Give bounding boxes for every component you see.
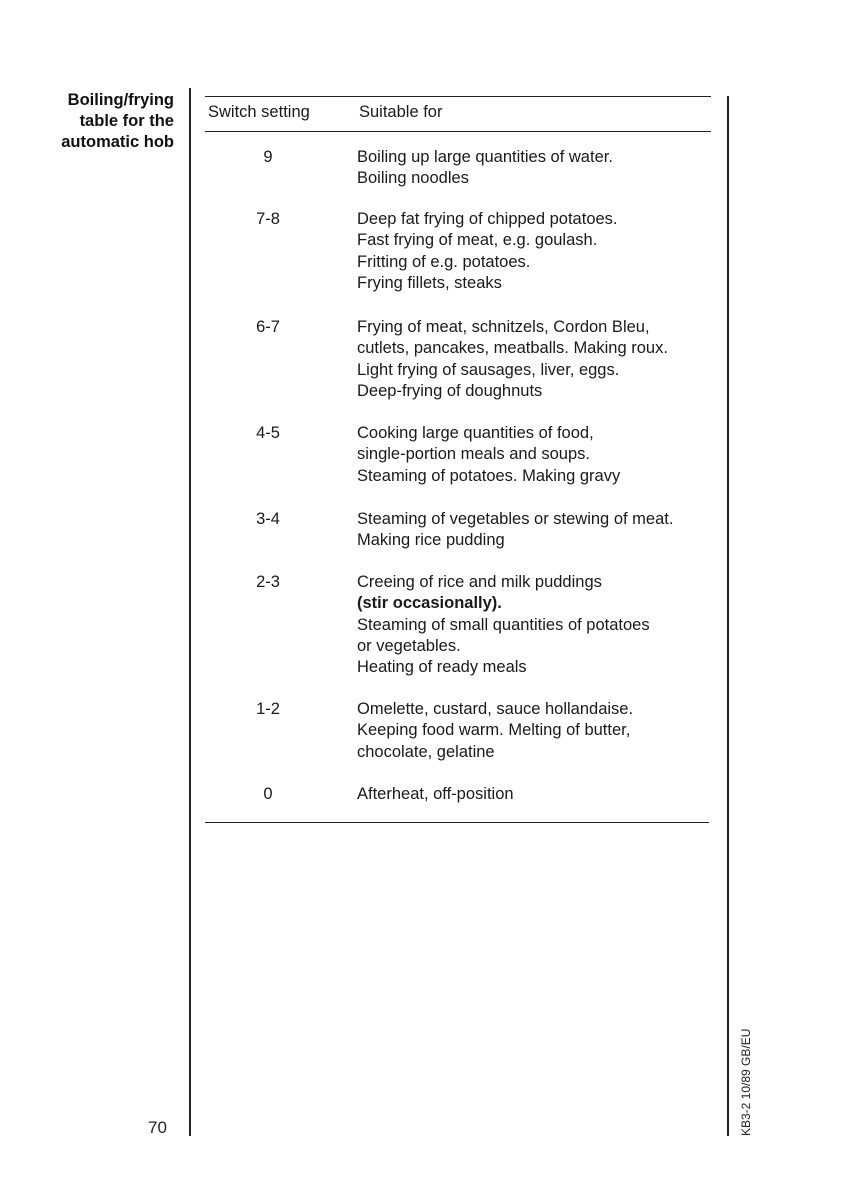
suitable-for-line: Fast frying of meat, e.g. goulash. <box>357 231 598 250</box>
suitable-for-line: Afterheat, off-position <box>357 785 514 803</box>
suitable-for-line: Keeping food warm. Melting of butter, <box>357 721 631 740</box>
suitable-for-text <box>357 509 717 552</box>
header-suitable-for: Suitable for <box>359 103 443 121</box>
suitable-for-text <box>357 209 717 294</box>
suitable-for-line: Light frying of sausages, liver, eggs. <box>357 360 620 379</box>
section-title-line: automatic hob <box>61 133 174 151</box>
suitable-for-line: Boiling up large quantities of water. <box>357 148 613 166</box>
section-title-line: table for the <box>79 112 174 130</box>
suitable-for-line: Frying of meat, schnitzels, Cordon Bleu, <box>357 318 650 336</box>
suitable-for-text <box>357 317 717 402</box>
table-header-rule <box>205 131 711 132</box>
suitable-for-line: Making rice pudding <box>357 531 505 550</box>
suitable-for-line: Fritting of e.g. potatoes. <box>357 252 531 271</box>
right-margin-rule <box>727 96 729 1136</box>
suitable-for-line: or vegetables. <box>357 636 461 655</box>
switch-setting-value: 0 <box>263 785 273 803</box>
section-title <box>14 90 174 153</box>
suitable-for-line: Steaming of small quantities of potatoes <box>357 615 650 634</box>
suitable-for-text <box>357 423 717 487</box>
section-title-line: Boiling/frying <box>67 91 174 109</box>
suitable-for-line: single-portion meals and soups. <box>357 445 590 464</box>
suitable-for-line: cutlets, pancakes, meatballs. Making roux. <box>357 339 668 358</box>
suitable-for-line: Creeing of rice and milk puddings <box>357 573 602 591</box>
switch-setting-value: 6-7 <box>256 318 280 336</box>
switch-setting-value: 9 <box>263 148 273 166</box>
suitable-for-line: Steaming of potatoes. Making gravy <box>357 466 621 485</box>
suitable-for-line: Boiling noodles <box>357 169 469 188</box>
suitable-for-line: Steaming of vegetables or stewing of meat. <box>357 510 674 528</box>
switch-setting-value: 2-3 <box>256 573 280 591</box>
left-margin-rule <box>189 88 191 1136</box>
table-bottom-rule <box>205 822 709 823</box>
document-code: KB3-2 10/89 GB/EU <box>739 1028 753 1136</box>
suitable-for-text <box>357 784 717 805</box>
suitable-for-text <box>357 699 717 763</box>
suitable-for-line: Cooking large quantities of food, <box>357 424 594 442</box>
switch-setting-value: 3-4 <box>256 510 280 528</box>
suitable-for-line: Frying fillets, steaks <box>357 273 502 292</box>
switch-setting-value: 7-8 <box>256 210 280 228</box>
switch-setting-value: 1-2 <box>256 700 280 718</box>
page-number: 70 <box>148 1118 167 1137</box>
suitable-for-text <box>357 572 717 678</box>
table-top-rule <box>205 96 711 97</box>
suitable-for-line: chocolate, gelatine <box>357 742 495 761</box>
suitable-for-line: Omelette, custard, sauce hollandaise. <box>357 700 634 718</box>
suitable-for-line: Deep-frying of doughnuts <box>357 381 543 400</box>
header-switch-setting: Switch setting <box>208 103 310 121</box>
suitable-for-line: Heating of ready meals <box>357 658 527 677</box>
suitable-for-text <box>357 147 717 190</box>
switch-setting-value: 4-5 <box>256 424 280 442</box>
suitable-for-line: (stir occasionally). <box>357 594 502 613</box>
suitable-for-line: Deep fat frying of chipped potatoes. <box>357 210 618 228</box>
